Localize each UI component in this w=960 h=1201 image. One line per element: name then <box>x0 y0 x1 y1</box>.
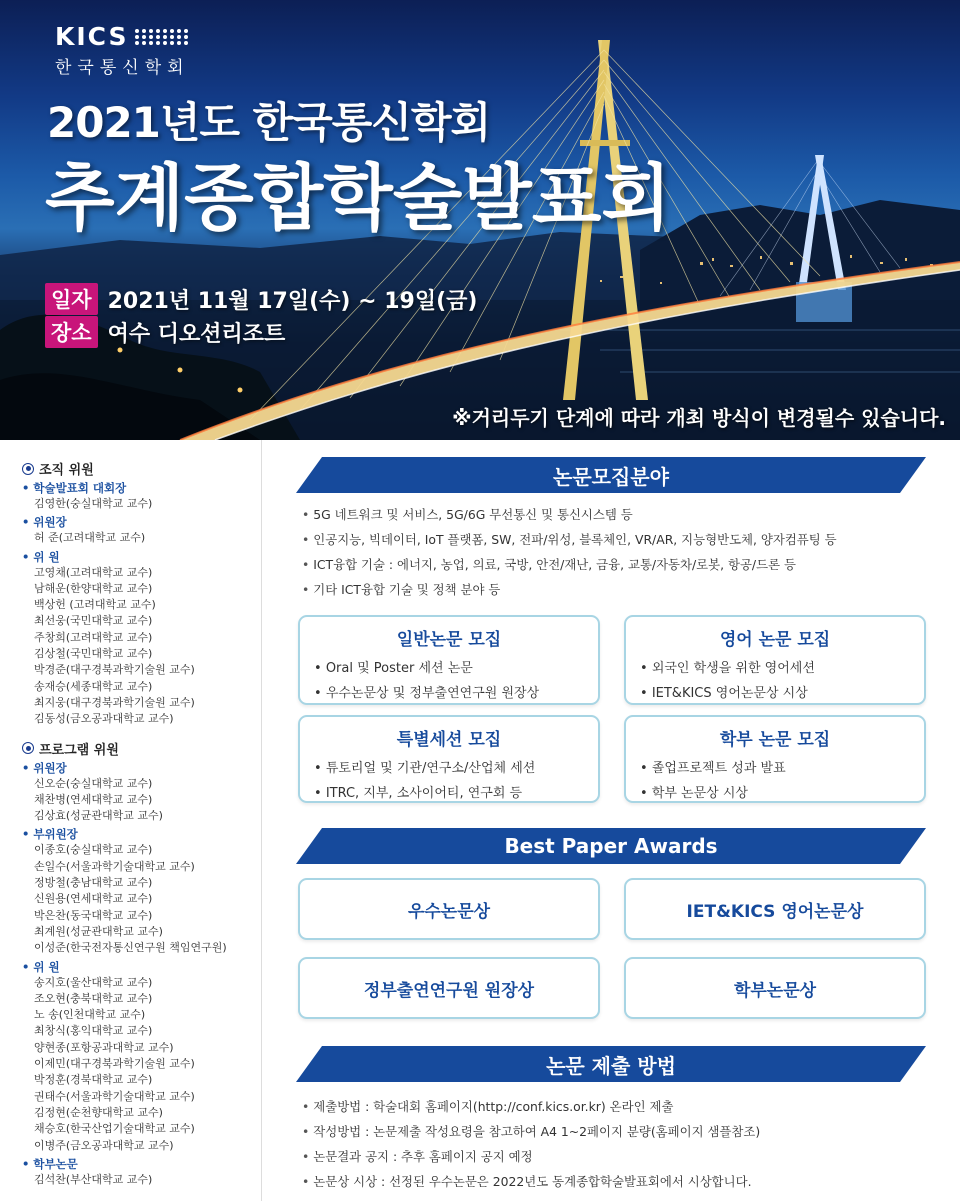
member-list <box>22 530 261 546</box>
list-item: • IET&KICS 영어논문상 시상 <box>640 681 924 706</box>
list-item: • ICT융합 기술 : 에너지, 농업, 의료, 국방, 안전/재난, 금융, 교통/자동차/로봇, 항공/드론 등 <box>302 552 837 577</box>
date-label: 일자 <box>45 283 98 315</box>
role-heading: • 위원장 <box>22 760 67 775</box>
member-item: 송재승(세종대학교 교수) <box>34 679 153 693</box>
member-item: 이제민(대구경북과학기술원 교수) <box>34 1057 195 1071</box>
member-item: 박은찬(동국대학교 교수) <box>34 908 153 922</box>
logo-text-en: KICS <box>55 22 129 51</box>
list-item: • Oral 및 Poster 세션 논문 <box>314 656 598 681</box>
member-item: 조오현(충북대학교 교수) <box>34 991 153 1005</box>
card-title: 학부 논문 모집 <box>719 730 831 750</box>
place-label: 장소 <box>45 316 98 348</box>
role-heading: • 위 원 <box>22 959 60 974</box>
kics-logo <box>55 22 190 78</box>
member-item: 송지호(울산대학교 교수) <box>34 975 153 989</box>
list-item: • ITRC, 지부, 소사이어티, 연구회 등 <box>314 781 598 806</box>
list-item: • 학부 논문상 시상 <box>640 781 924 806</box>
member-item: 신원용(연세대학교 교수) <box>34 892 153 906</box>
role-heading: • 위원장 <box>22 515 67 530</box>
list-item: • 5G 네트워크 및 서비스, 5G/6G 무선통신 및 통신시스템 등 <box>302 502 837 527</box>
org-committee-title: 조직 위원 <box>22 459 261 478</box>
card-undergrad-papers <box>624 715 926 803</box>
award-govt-institute: 정부출연연구원 원장상 <box>298 957 600 1019</box>
member-item: 김상효(성균관대학교 교수) <box>34 809 163 823</box>
member-item: 김상철(국민대학교 교수) <box>34 647 153 661</box>
member-item: 김동성(금오공과대학교 교수) <box>34 712 174 726</box>
role-heading: • 부위원장 <box>22 827 78 842</box>
award-iet-kics-english: IET&KICS 영어논문상 <box>624 878 926 940</box>
member-item: 남해운(한양대학교 교수) <box>34 581 153 595</box>
role-heading: • 위 원 <box>22 549 60 564</box>
member-item: 최창식(홍익대학교 교수) <box>34 1024 153 1038</box>
card-title: 영어 논문 모집 <box>719 630 831 650</box>
member-item: 최계원(성균관대학교 교수) <box>34 924 163 938</box>
hero-banner <box>0 0 960 440</box>
member-item: 최지웅(대구경북과학기술원 교수) <box>34 695 195 709</box>
member-list <box>22 776 261 825</box>
list-item: • 논문결과 공지 : 추후 홈페이지 공지 예정 <box>302 1144 760 1169</box>
main-content <box>262 440 960 1201</box>
program-committee-title: 프로그램 위원 <box>22 739 261 758</box>
member-list <box>22 1172 261 1188</box>
member-item: 최선웅(국민대학교 교수) <box>34 614 153 628</box>
member-list <box>22 496 261 512</box>
list-item: • 작성방법 : 논문제출 작성요령을 참고하여 A4 1~2페이지 분량(홈페이지 샘플참조) <box>302 1119 760 1144</box>
member-item: 백상헌 (고려대학교 교수) <box>34 598 156 612</box>
card-general-papers <box>298 615 600 705</box>
role-heading: • 학부논문 <box>22 1156 78 1171</box>
list-item: • 제출방법 : 학술대회 홈페이지(http://conf.kics.or.kr) 온라인 제출 <box>302 1094 760 1119</box>
member-item: 채찬병(연세대학교 교수) <box>34 792 153 806</box>
bullet-circle-icon <box>22 742 34 754</box>
member-item: 박정훈(경북대학교 교수) <box>34 1073 153 1087</box>
topics-banner: 논문모집분야 <box>296 457 926 493</box>
logo-dots-icon <box>135 29 189 45</box>
member-item: 주창희(고려대학교 교수) <box>34 630 153 644</box>
member-item: 노 송(인천대학교 교수) <box>34 1008 146 1022</box>
member-item: 정방철(충남대학교 교수) <box>34 876 153 890</box>
member-item: 채승호(한국산업기술대학교 교수) <box>34 1122 195 1136</box>
member-item: 이종호(숭실대학교 교수) <box>34 843 153 857</box>
notice-text: ※거리두기 단계에 따라 개최 방식이 변경될수 있습니다. <box>452 406 946 430</box>
event-title-line2: 추계종합학술발표회 <box>45 156 671 240</box>
role-heading: • 학술발표회 대회장 <box>22 481 127 495</box>
bullet-circle-icon <box>22 463 34 475</box>
logo-text-kr: 한국통신학회 <box>55 58 190 78</box>
card-title: 일반논문 모집 <box>396 630 502 650</box>
list-item: • 기타 ICT융합 기술 및 정책 분야 등 <box>302 577 837 602</box>
list-item: • 논문상 시상 : 선정된 우수논문은 2022년도 동계종합학술발표회에서 시상합니다. <box>302 1169 760 1194</box>
place-row <box>45 316 285 348</box>
list-item: • 우수논문상 및 정부출연연구원 원장상 <box>314 681 598 706</box>
card-english-papers <box>624 615 926 705</box>
list-item: • 졸업프로젝트 성과 발표 <box>640 756 924 781</box>
member-item: 신오순(숭실대학교 교수) <box>34 776 153 790</box>
committee-column <box>0 440 262 1201</box>
topics-list <box>302 502 837 602</box>
member-item: 김정현(순천향대학교 교수) <box>34 1105 163 1119</box>
member-item: 이병주(금오공과대학교 교수) <box>34 1138 174 1152</box>
date-value: 2021년 11월 17일(수) ~ 19일(금) <box>107 288 478 314</box>
member-item: 김영한(숭실대학교 교수) <box>34 497 153 510</box>
awards-banner: Best Paper Awards <box>296 828 926 864</box>
place-value: 여수 디오션리조트 <box>107 321 286 347</box>
submission-banner: 논문 제출 방법 <box>296 1046 926 1082</box>
card-special-sessions <box>298 715 600 803</box>
card-title: 특별세션 모집 <box>396 730 502 750</box>
member-item: 이성준(한국전자통신연구원 책임연구원) <box>34 941 227 955</box>
member-list <box>22 565 261 728</box>
list-item: • 인공지능, 빅데이터, IoT 플랫폼, SW, 전파/위성, 블록체인, VR/AR, 지능형반도체, 양자컴퓨팅 등 <box>302 527 837 552</box>
member-item: 박경준(대구경북과학기술원 교수) <box>34 663 195 677</box>
member-item: 손일수(서울과학기술대학교 교수) <box>34 859 195 873</box>
member-item: 권태수(서울과학기술대학교 교수) <box>34 1089 195 1103</box>
award-excellent-paper: 우수논문상 <box>298 878 600 940</box>
member-item: 김석찬(부산대학교 교수) <box>34 1172 153 1186</box>
date-row <box>45 283 477 315</box>
member-item: 허 준(고려대학교 교수) <box>34 531 146 545</box>
list-item: • 튜토리얼 및 기관/연구소/산업체 세션 <box>314 756 598 781</box>
member-item: 고영채(고려대학교 교수) <box>34 565 153 579</box>
member-item: 양현종(포항공과대학교 교수) <box>34 1040 174 1054</box>
member-list <box>22 842 261 956</box>
award-undergrad: 학부논문상 <box>624 957 926 1019</box>
submission-list <box>302 1094 760 1194</box>
list-item: • 외국인 학생을 위한 영어세션 <box>640 656 924 681</box>
event-title-line1: 2021년도 한국통신학회 <box>47 98 491 147</box>
member-list <box>22 975 261 1154</box>
